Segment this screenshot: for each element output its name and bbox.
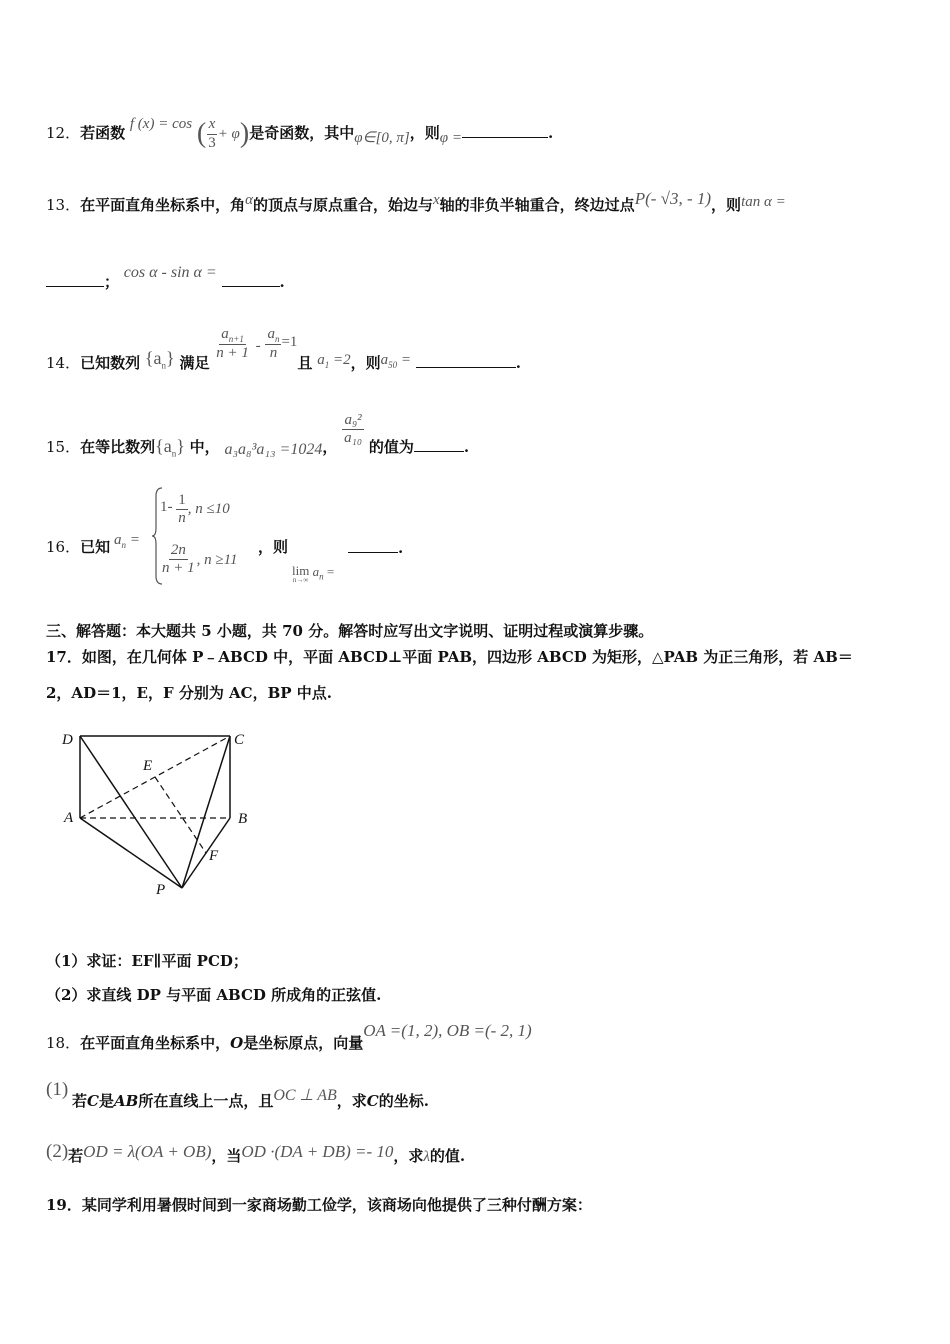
- edge-DP: [80, 736, 182, 888]
- q17-line-1: 17．如图，在几何体 P﹣ABCD 中，平面 ABCD⊥平面 PAB，四边形 ABCD 为矩形，△PAB 为正三角形，若 AB＝: [46, 648, 853, 666]
- q13-ask-cos-sin: cos α - sin α =: [123, 264, 217, 281]
- q12-plus-phi: + φ: [217, 126, 240, 142]
- q15-product: a₃a₈³a₁₃ =1024: [224, 440, 323, 458]
- label-P: P: [156, 882, 166, 898]
- q13-number: 13．: [46, 196, 81, 214]
- q16-number: 16．: [46, 538, 81, 556]
- question-18: [46, 1021, 532, 1052]
- question-13-cont: [46, 264, 285, 291]
- q13-point: P(- √3, - 1): [634, 189, 712, 208]
- q13-text-2: 的顶点与原点重合，始边与: [252, 196, 433, 214]
- q15-comma: ，: [322, 437, 338, 456]
- question-16: [46, 488, 111, 556]
- q18-p2-label: (2): [46, 1141, 69, 1162]
- q15-text: 在等比数列: [80, 437, 156, 456]
- q12-paren-open: (: [196, 118, 207, 149]
- q15-end: .: [463, 437, 470, 456]
- q12-text: 若函数: [80, 124, 126, 142]
- section-3-heading: 三、解答题：本大题共 5 小题，共 70 分。解答时应写出文字说明、证明过程或演算步骤。: [46, 622, 654, 640]
- question-19: 19．某同学利用暑假时间到一家商场勤工俭学，该商场向他提供了三种付酬方案：: [46, 1196, 592, 1214]
- q14-frac-1: $\frac{a_{n+1}}{n + 1}$: [216, 326, 249, 362]
- q18-number: 18．: [46, 1034, 81, 1052]
- q18-p1-label: (1): [46, 1079, 69, 1100]
- q12-text-2: 是奇函数，其中: [249, 124, 355, 142]
- q12-frac-den: 3: [208, 134, 216, 151]
- q16-an: $a_n$ =: [114, 532, 140, 550]
- q14-frac-2: $\frac{a_n}{n}$: [267, 326, 280, 362]
- question-13: [46, 189, 786, 214]
- q15-text-2: 中，: [189, 437, 220, 456]
- label-A: A: [64, 810, 74, 826]
- q13-text: 在平面直角坐标系中，角: [80, 196, 246, 214]
- q16-then: ，则: [258, 538, 289, 556]
- q18-text: 在平面直角坐标系中，: [80, 1034, 231, 1052]
- edge-AP: [80, 818, 182, 888]
- q12-fraction: [206, 116, 218, 152]
- q16-answer: .: [348, 540, 403, 556]
- q13-x: x: [433, 192, 440, 208]
- q18-part-2: [46, 1141, 466, 1165]
- q12-paren-close: ): [239, 118, 250, 149]
- q15-answer-blank[interactable]: [414, 439, 464, 452]
- q17-geometry-figure: [56, 726, 266, 902]
- q18-lambda: λ: [423, 1149, 430, 1165]
- q14-end: .: [515, 354, 521, 373]
- q12-frac-num: x: [207, 116, 218, 134]
- q16-case-1: 1- $\frac{1}{n}$ , n ≤10: [160, 492, 230, 527]
- q16-limit: lim n→∞ $a_n$ =: [292, 563, 335, 584]
- q14-seq: $\{a_n\}$: [144, 348, 175, 371]
- q14-text-4: ，则: [350, 354, 381, 373]
- q17-line-2: 2，AD＝1，E，F 分别为 AC，BP 中点.: [46, 684, 333, 702]
- q12-text-3: ，则: [409, 124, 440, 142]
- q14-answer-blank[interactable]: [416, 355, 516, 368]
- label-C: C: [234, 732, 245, 748]
- q15-seq: $\{a_n\}$: [155, 435, 185, 459]
- q14-text: 已知数列: [80, 354, 141, 373]
- q18-part-1: [46, 1080, 68, 1099]
- q18-p2-text-2: ，当: [211, 1147, 242, 1165]
- q18-O: O: [230, 1034, 244, 1052]
- question-12: [46, 116, 553, 152]
- q14-text-3: 且: [297, 354, 313, 373]
- q18-od: OD = λ(OA + OB): [83, 1142, 212, 1161]
- q12-number: 12．: [46, 124, 81, 142]
- q15-text-3: 的值为: [368, 437, 414, 456]
- q17-sub-2: （2）求直线 DP 与平面 ABCD 所成角的正弦值.: [46, 986, 382, 1004]
- q16-text: 已知: [80, 538, 111, 556]
- q14-minus: -: [255, 338, 261, 355]
- question-15: [46, 404, 470, 459]
- label-F: F: [209, 848, 219, 864]
- q14-number: 14．: [46, 354, 81, 373]
- q15-fraction: $\frac{\text{a₉²}}{\text{a₁₀}}$: [344, 412, 363, 447]
- q18-vectors: OA =(1, 2), OB =(- 2, 1): [363, 1021, 532, 1040]
- q13-ask-tan: tan α =: [741, 194, 786, 210]
- q17-sub-1: （1）求证：EF∥平面 PCD；: [46, 952, 248, 970]
- q13-answer-blank-1[interactable]: [46, 274, 104, 287]
- q16-answer-blank[interactable]: [348, 540, 398, 553]
- q13-text-3: 轴的非负半轴重合，终边过点: [439, 196, 635, 214]
- label-E: E: [143, 758, 153, 774]
- q18-p2-text-3: ，求: [393, 1147, 424, 1165]
- label-B: B: [238, 811, 248, 827]
- q12-end: .: [547, 124, 554, 142]
- q14-text-2: 满足: [179, 354, 210, 373]
- q14-eq: =1: [281, 334, 298, 351]
- q12-ask: φ =: [439, 130, 462, 146]
- q14-a50: $a_{50}$ =: [380, 352, 411, 371]
- question-14: [46, 320, 521, 373]
- q13-end: .: [279, 273, 285, 291]
- q12-condition: φ∈[0, π]: [354, 130, 410, 146]
- q18-part-1-text: 若C是AB所在直线上一点，且OC ⊥ AB，求C的坐标.: [72, 1087, 429, 1110]
- q18-text-2: 是坐标原点，向量: [243, 1034, 364, 1052]
- q12-formula: f (x) = cos: [129, 116, 193, 132]
- q13-alpha: α: [245, 192, 253, 208]
- q14-a1: $a_1 =2$: [317, 352, 351, 371]
- segment-EF-dashed: [155, 777, 206, 853]
- q18-dot: OD ·(DA + DB) =- 10: [241, 1142, 394, 1161]
- label-D: D: [62, 732, 73, 748]
- q12-answer-blank[interactable]: [462, 125, 548, 138]
- q18-p2-text: 若: [68, 1147, 84, 1165]
- q13-text-4: ，则: [711, 196, 742, 214]
- q15-number: 15．: [46, 437, 81, 456]
- q16-case-2: $\frac{2n}{n + 1}$ , n ≥11: [162, 542, 238, 577]
- q18-p2-text-4: 的值.: [429, 1147, 466, 1165]
- q13-sep: ；: [104, 273, 120, 291]
- q13-answer-blank-2[interactable]: [222, 274, 280, 287]
